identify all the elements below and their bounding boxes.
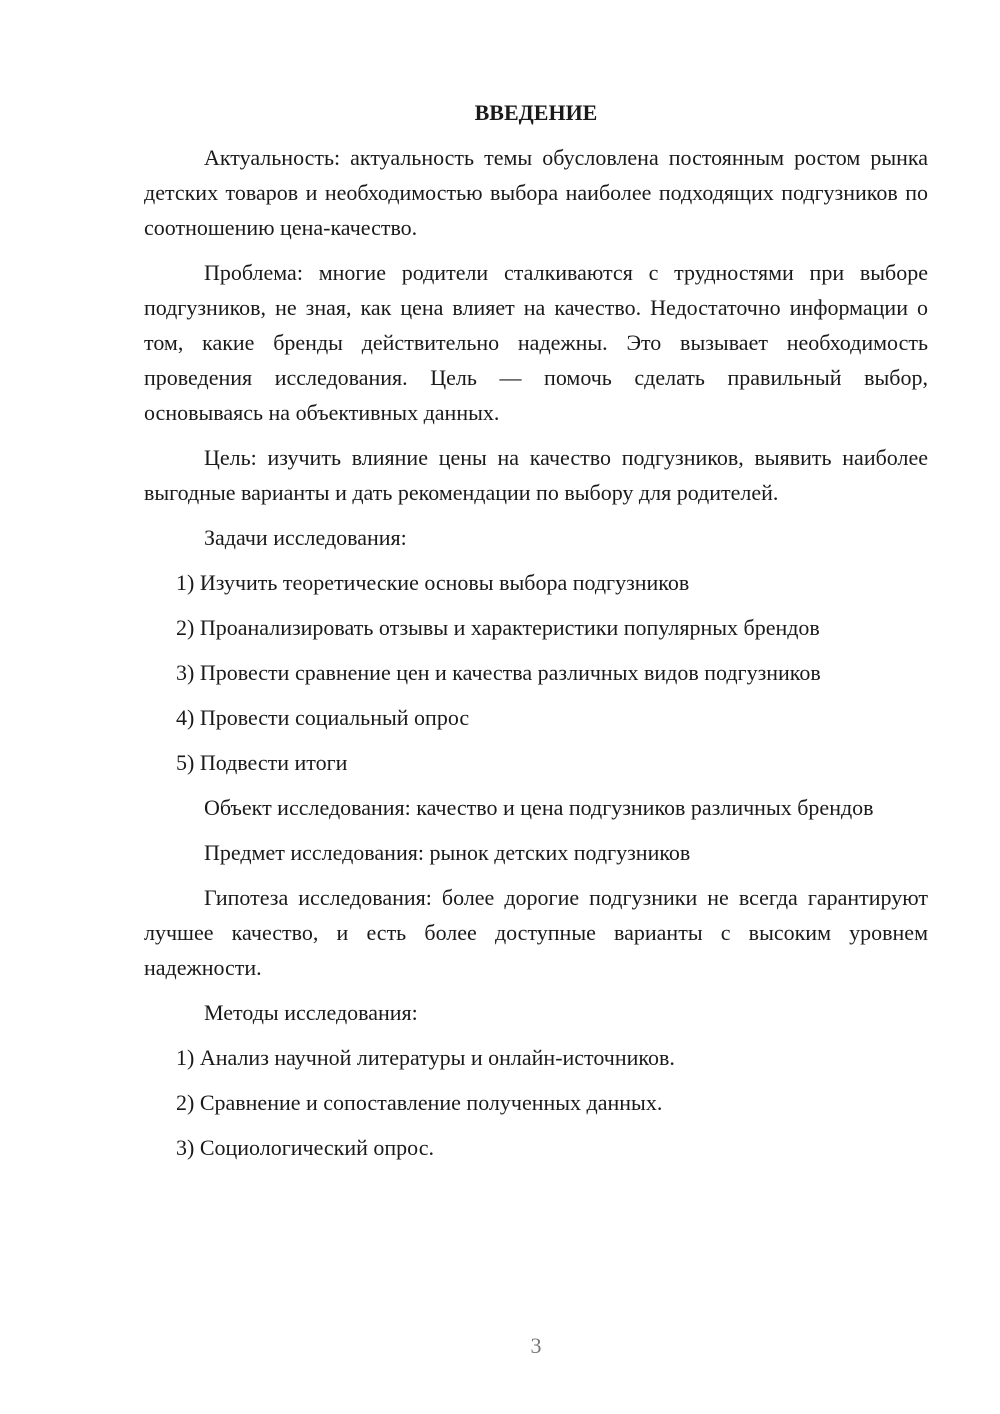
list-item: 1) Анализ научной литературы и онлайн-источников. bbox=[176, 1045, 675, 1070]
list-item: 1) Изучить теоретические основы выбора подгузников bbox=[176, 570, 690, 595]
problem-paragraph: Проблема: многие родители сталкиваются с трудностями при выборе подгузников, не зная, как цена влияет на качество. Недостаточно информации о том, какие бренды действительно надежны. Это вызывает необходимость проведения исследования. Цель — помочь сделать правильный выбор, основываясь на объективных данных. bbox=[144, 260, 928, 425]
page-content bbox=[144, 95, 928, 1175]
goal-paragraph: Цель: изучить влияние цены на качество подгузников, выявить наиболее выгодные варианты и дать рекомендации по выбору для родителей. bbox=[144, 445, 928, 505]
list-item: 3) Социологический опрос. bbox=[176, 1135, 434, 1160]
list-item: 4) Провести социальный опрос bbox=[176, 705, 470, 730]
list-item: 3) Провести сравнение цен и качества различных видов подгузников bbox=[176, 660, 821, 685]
hypothesis-paragraph: Гипотеза исследования: более дорогие подгузники не всегда гарантируют лучшее качество, и есть более доступные варианты с высоким уровнем надежности. bbox=[144, 885, 928, 980]
list-item: 5) Подвести итоги bbox=[176, 750, 348, 775]
methods-heading: Методы исследования: bbox=[204, 1000, 418, 1025]
page-number: 3 bbox=[530, 1333, 542, 1358]
object-paragraph: Объект исследования: качество и цена подгузников различных брендов bbox=[204, 795, 874, 820]
subject-paragraph: Предмет исследования: рынок детских подгузников bbox=[204, 840, 691, 865]
list-item: 2) Проанализировать отзывы и характеристики популярных брендов bbox=[176, 615, 820, 640]
tasks-heading: Задачи исследования: bbox=[204, 525, 407, 550]
page-title: ВВЕДЕНИЕ bbox=[474, 100, 598, 125]
list-item: 2) Сравнение и сопоставление полученных данных. bbox=[176, 1090, 663, 1115]
tasks-list bbox=[144, 565, 928, 780]
methods-list bbox=[144, 1040, 928, 1165]
relevance-paragraph: Актуальность: актуальность темы обусловлена постоянным ростом рынка детских товаров и необходимостью выбора наиболее подходящих подгузников по соотношению цена-качество. bbox=[144, 145, 928, 240]
